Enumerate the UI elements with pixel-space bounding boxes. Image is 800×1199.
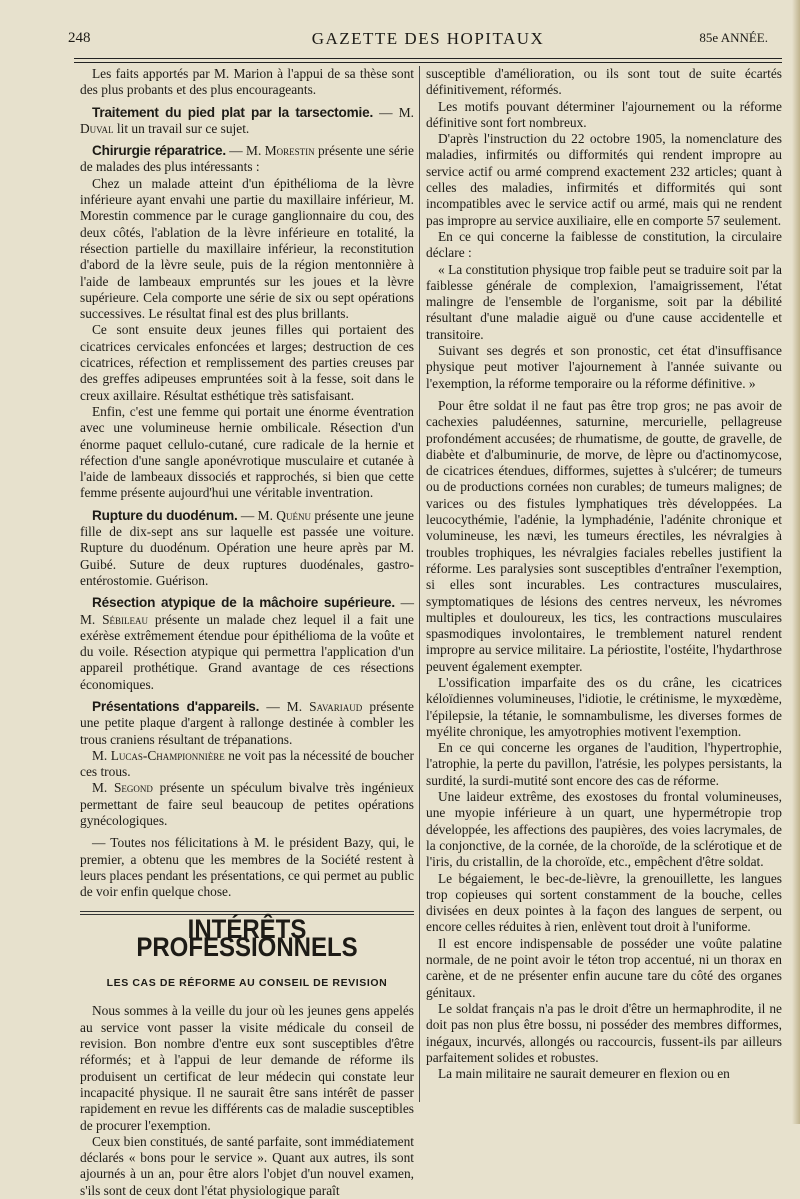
quote-paragraph: « La constitution physique trop faible peut se traduire soit par la faiblesse générale de complexion, l'amaigrissement, l'état malingre de l'ensemble de l'organisme, soit par la débilité résultant d'une maladie aiguë ou d'une cause accidentelle et transitoire. (426, 261, 782, 342)
author-name: Savariaud (309, 698, 363, 714)
paragraph: L'ossification imparfaite des os du crâne, les cicatrices kéloïdiennes volumineuses, l'idiotie, le crétinisme, le myxœdème, l'épilepsie, la tétanie, le somnambulisme, les diverses formes de myélite chronique, les amyotrophies motivent l'exemption. (426, 674, 782, 739)
author-name: Duval (80, 120, 114, 136)
author-name: Quénu (276, 507, 311, 523)
paragraph: Ceux bien constitués, de santé parfaite, sont immédiatement déclarés « bons pour le service ». Quant aux autres, ils sont ajournés à un an, pour être alors l'objet d'un nouvel examen, s'ils sont de ceux dont l'état physiologique paraît (80, 1133, 414, 1198)
paragraph: Le soldat français n'a pas le droit d'être un hermaphrodite, il ne doit pas non plus être bossu, ni posséder des membres difformes, inégaux, incurvés, allongés ou raccourcis, fussent-ils par ailleurs parfaitement solides et robustes. (426, 1000, 782, 1065)
item-chirurgie: Chirurgie réparatrice. — M. Morestin présente une série de malades des plus intéressants : (80, 143, 414, 175)
paragraph: Chez un malade atteint d'un épithélioma de la lèvre inférieure ayant envahi une partie du maxillaire inférieur, M. Morestin commence par le curage ganglionnaire du cou, des deux côtés, l'ablation de la lèvre inférieure en totalité, la résection partielle du maxillaire inférieur, la reconstitution d'abord de la lèvre seule, puis de la région mentonnière à l'aide de lambeaux empruntés sur les joues et la lèvre supérieure. Cela comporte une série de six ou sept opérations successives. Le résultat final est des plus brillants. (80, 175, 414, 322)
left-column (80, 66, 415, 1198)
header-rule (74, 58, 782, 63)
article-title: LES CAS DE RÉFORME AU CONSEIL DE REVISION (106, 977, 388, 990)
journal-title: GAZETTE DES HOPITAUX (311, 29, 545, 48)
item-text: ne voit pas la nécessité de boucher ces trous. (80, 747, 414, 780)
item-heading: Traitement du pied plat par la tarsectomie. (92, 104, 374, 120)
item-text: lit un travail sur ce sujet. (116, 120, 250, 136)
closing-paragraph: — Toutes nos félicitations à M. le président Bazy, qui, le premier, a obtenu que les membres de la Société restent à leurs places pendant les présentations, ce qui permet au public de voir enfin quelque chose. (80, 835, 414, 900)
author-name: Lucas-Championnière (110, 747, 225, 763)
item-appareils: Présentations d'appareils. — M. Savariaud présente une petite plaque d'argent à rallonge destinée à combler les trous craniens résultant de trépanations. (80, 698, 414, 747)
year-label: 85e ANNÉE. (699, 30, 768, 45)
page-header (68, 28, 788, 50)
paragraph: En ce qui concerne la faiblesse de constitution, la circulaire déclare : (426, 228, 782, 261)
paragraph: Ce sont ensuite deux jeunes filles qui portaient des cicatrices cervicales enfoncées et larges; destruction de ces cicatrices, réfection et remplissement des parties creuses par des greffes adipeuses empruntées soit à la fesse, soit dans le creux axillaire. Résultat esthétique très satisfaisant. (80, 322, 414, 403)
item-text: présente un malade chez lequel il a fait une exérèse extrêmement étendue pour épithélioma de la voûte et du voile. Résection atypique qui permettra l'application d'un appareil prothétique. Grand avantage de ces résections économiques. (80, 611, 415, 692)
intro-paragraph: Les faits apportés par M. Marion à l'appui de sa thèse sont des plus probants et des plus encourageants. (80, 66, 414, 98)
item-heading: Chirurgie réparatrice. (92, 143, 226, 159)
paragraph: Enfin, c'est une femme qui portait une énorme éventration avec une volumineuse hernie ombilicale. Résection d'un énorme paquet cellulo-cutané, cure radicale de la hernie et réfection d'une sangle aponévrotique musculaire et cutanée à l'aide de lambeaux dissociés et rapprochés, si bien que cette femme présente aujourd'hui une véritable inventration. (80, 403, 414, 501)
page-edge (792, 0, 800, 1124)
author-name: Morestin (264, 143, 315, 159)
paragraph: M. Segond présente un spéculum bivalve très ingénieux permettant de faire seul beaucoup de petites opérations gynécologiques. (80, 780, 414, 829)
column-divider (419, 66, 420, 1102)
page-number: 248 (68, 30, 91, 46)
item-machoire: Résection atypique de la mâchoire supérieure. — M. Sébileau présente un malade chez lequel il a fait une exérèse extrêmement étendue pour épithélioma de la voûte et du voile. Résection atypique qui permettra l'application d'un appareil prothétique. Grand avantage de ces résections économiques. (80, 595, 415, 692)
item-text: présente un spéculum bivalve très ingénieux permettant de faire seul beaucoup de petites opérations gynécologiques. (80, 780, 414, 829)
item-heading: Rupture du duodénum. (92, 507, 238, 523)
item-text: présente une série de malades des plus intéressants : (80, 143, 414, 175)
item-text: présente une jeune fille de dix-sept ans sur laquelle est passée une voiture. Rupture du duodénum. Opération une heure après par M. Guibé. Suture de deux ruptures duodénales, gastro-entérostomie. Guérison. (80, 507, 414, 588)
section-title: INTÉRÊTS PROFESSIONNELS (136, 913, 358, 963)
paragraph: En ce qui concerne les organes de l'audition, l'hypertrophie, l'atrophie, la perte du pavillon, l'atrésie, les polypes persistants, la surdité, la surdi-mutité sont encore des cas de réforme. (426, 740, 782, 788)
paragraph: La main militaire ne saurait demeurer en flexion ou en (438, 1066, 730, 1082)
paragraph: M. Lucas-Championnière ne voit pas la nécessité de boucher ces trous. (80, 747, 414, 780)
item-heading: Présentations d'appareils. (92, 698, 260, 714)
author-name: Sébileau (102, 611, 149, 627)
paragraph: susceptible d'amélioration, ou ils sont tout de suite écartés définitivement, réformés. (426, 66, 782, 98)
paragraph: Le bégaiement, le bec-de-lièvre, la grenouillette, les langues trop copieuses qui sortent constamment de la bouche, celles divisées en deux pointes à la façon des langues de serpent, ou encore celles réduites à rien, enlèvent tout droit à l'uniforme. (426, 870, 782, 935)
paragraph: Une laideur extrême, des exostoses du frontal volumineuses, une myopie inférieure à un quart, une hypermétropie trop développée, les affections des paupières, des voies lacrymales, de la conjonctive, de la cornée, de la choroïde, de la sclérotique et de l'iris, du cristallin, de la choroïde, etc., empêchent d'être soldat. (426, 789, 782, 870)
item-text: présente une petite plaque d'argent à rallonge destinée à combler les trous craniens résultant de trépanations. (80, 698, 414, 747)
author-name: Segond (113, 780, 153, 796)
item-pied-plat: Traitement du pied plat par la tarsectomie. — M. Duval lit un travail sur ce sujet. (80, 104, 414, 136)
quote-paragraph: Suivant ses degrés et son pronostic, cet état d'insuffisance physique peut motiver l'ajournement à l'année suivante ou l'exemption, la réforme temporaire ou la réforme définitive. » (426, 343, 782, 391)
paragraph: D'après l'instruction du 22 octobre 1905, la nomenclature des maladies, infirmités ou difformités qui rendent impropre au service actif ou armé comprend exactement 232 articles; quant à celles des maladies, infirmités et difformités qui sont incompatibles avec le service actif ou armé, mais qui ne rendent pas impropre au service auxiliaire, elle en comporte 57 seulement. (426, 131, 782, 228)
right-column (426, 66, 782, 1106)
paragraph: Nous sommes à la veille du jour où les jeunes gens appelés au service vont passer la visite médicale du conseil de revision. Bon nombre d'entre eux sont susceptibles d'être réformés; et à l'appui de leur demande de réforme ils produisent un certificat de leur médecin qui constate leur incapacité physique. Il ne saurait être sans intérêt de passer rapidement en revue les différents cas de maladie susceptibles de procurer l'exemption. (80, 1003, 414, 1133)
item-duodenum: Rupture du duodénum. — M. Quénu présente une jeune fille de dix-sept ans sur laquelle est passée une voiture. Rupture du duodénum. Opération une heure après par M. Guibé. Suture de deux ruptures duodénales, gastro-entérostomie. Guérison. (80, 507, 414, 588)
paragraph: Il est encore indispensable de posséder une voûte palatine normale, de ne point avoir le téton trop accentué, ni un thorax en carène, et de ne présenter enfin aucune tare du côté des organes génitaux. (426, 935, 782, 1000)
item-heading: Résection atypique de la mâchoire supérieure. (92, 595, 395, 611)
paragraph: Pour être soldat il ne faut pas être trop gros; ne pas avoir de cachexies paludéennes, saturnine, mercurielle, pellagreuse profondément accusées; de rhumatisme, de goutte, de gravelle, de diabète et d'albuminurie, de morve, de lèpre ou d'actinomycose, de cicatrices étendues, difformes, sujettes à s'ulcérer; de tumeurs ou de productions cornées non curables; de tumeurs malignes; de varices ou des fistules lymphatiques très développées. La leucocythémie, l'adénie, la lymphadénie, l'adénite chronique et volumineuse, les nævi, les tumeurs érectiles, les névralgies à troubles trophiques, les névralgies faciales rebelles justifient la réforme. Les paralysies sont susceptibles d'entraîner l'exemption, si elles sont incurables. Les contractures musculaires, symptomatiques de lésions des centres nerveux, les névromes multiples et douloureux, les tics, les contractions musculaires spasmodiques involontaires, le tremblement naturel rendent impropre au service militaire. La périostite, l'ostéite, l'hydarthrose peuvent également exempter. (426, 397, 782, 674)
paragraph: Les motifs pouvant déterminer l'ajournement ou la réforme définitive sont fort nombreux. (426, 98, 782, 130)
